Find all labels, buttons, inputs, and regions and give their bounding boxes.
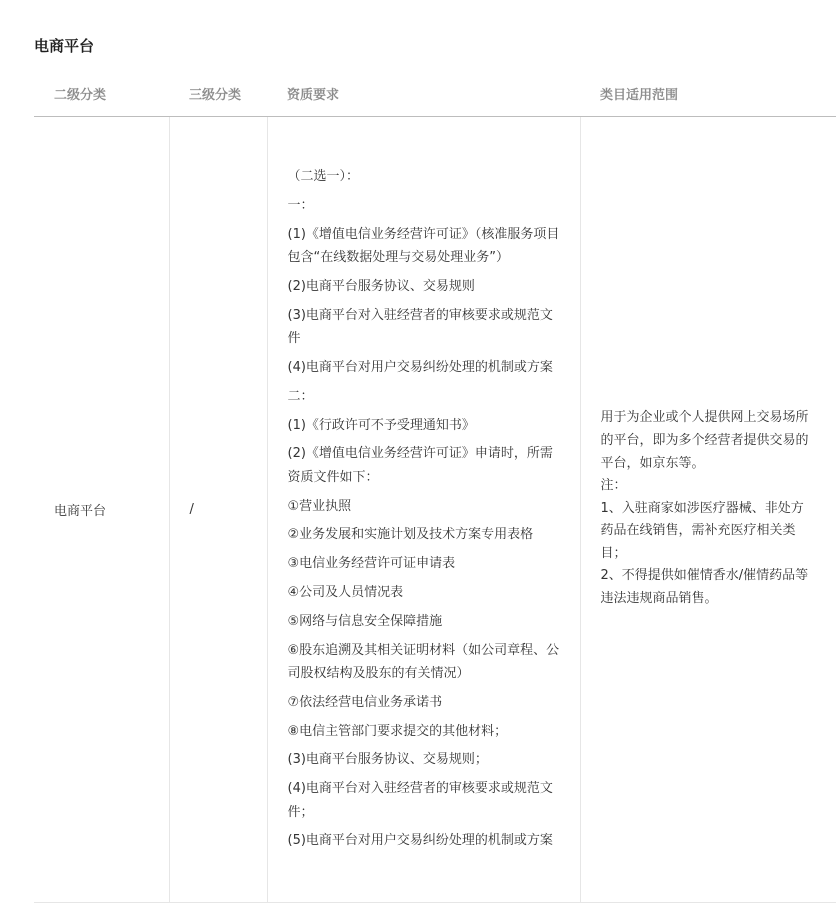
qualification-line: (3)电商平台服务协议、交易规则；	[287, 752, 488, 768]
scope-line: 注：	[600, 478, 627, 494]
scope-line: 2、不得提供如催情香水/催情药品等违法违规商品销售。	[600, 568, 809, 607]
header-qualification: 资质要求	[267, 72, 580, 116]
qualification-line: (3)电商平台对入驻经营者的审核要求或规范文件	[287, 307, 553, 347]
header-scope: 类目适用范围	[580, 72, 836, 116]
qualification-line: ⑥股东追溯及其相关证明材料（如公司章程、公司股权结构及股东的有关情况）	[287, 642, 560, 681]
qualification-line: （二选一）：	[287, 169, 360, 185]
qualification-line: (1)《行政许可不予受理通知书》	[287, 417, 475, 433]
table-header-row	[34, 72, 836, 116]
qualification-line: 二：	[287, 388, 314, 404]
cell-qualification	[267, 116, 580, 902]
qualification-line: (2)电商平台服务协议、交易规则	[287, 279, 475, 294]
qualification-line: (4)电商平台对入驻经营者的审核要求或规范文件；	[287, 781, 553, 820]
qualification-line: 一：	[287, 198, 314, 213]
scope-line: 1、入驻商家如涉医疗器械、非处方药品在线销售，需补充医疗相关类目；	[600, 500, 804, 561]
section-title: 电商平台	[34, 37, 95, 55]
cell-scope	[580, 116, 836, 902]
table-row	[34, 116, 836, 902]
qualification-line: ⑤网络与信息安全保障措施	[287, 613, 443, 629]
qualification-line: ①营业执照	[287, 498, 352, 514]
qualification-line: ④公司及人员情况表	[287, 584, 404, 600]
qualification-line: ⑧电信主管部门要求提交的其他材料；	[287, 723, 508, 739]
cell-level3-category: /	[169, 116, 267, 902]
qualification-line: ③电信业务经营许可证申请表	[287, 556, 456, 572]
qualification-line: ⑦依法经营电信业务承诺书	[287, 694, 443, 710]
scope-line: 用于为企业或个人提供网上交易场所的平台，即为多个经营者提供交易的平台，如京东等。	[600, 410, 809, 471]
qualification-line: (1)《增值电信业务经营许可证》（核准服务项目包含“在线数据处理与交易处理业务”）	[287, 226, 560, 266]
header-level3-category: 三级分类	[169, 72, 267, 116]
qualification-line: (4)电商平台对用户交易纠纷处理的机制或方案	[287, 360, 553, 375]
qualification-line: (5)电商平台对用户交易纠纷处理的机制或方案	[287, 833, 553, 849]
qualification-line: ②业务发展和实施计划及技术方案专用表格	[287, 527, 534, 543]
qualification-line: (2)《增值电信业务经营许可证》申请时，所需资质文件如下：	[287, 446, 553, 485]
header-level2-category: 二级分类	[34, 72, 169, 116]
qualification-table	[34, 72, 836, 903]
cell-level2-category: 电商平台	[34, 116, 169, 902]
